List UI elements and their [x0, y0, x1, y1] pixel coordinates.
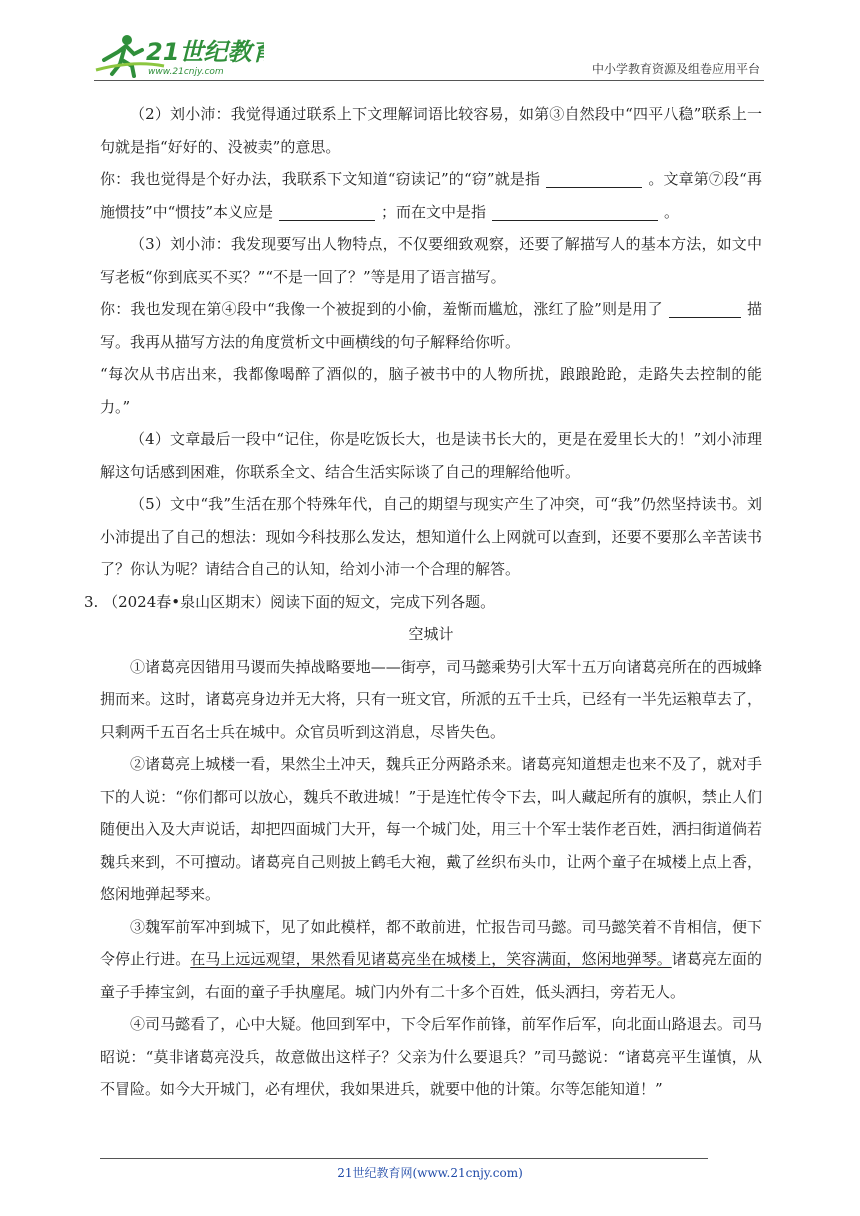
answer-blank-4[interactable] — [669, 299, 741, 318]
p3-text-b: 诸葛亮左面的童子手捧宝剑，右面的童子手执麈尾。城门内外有二十多个百姓，低头洒扫，旁若无人。 — [100, 950, 762, 1001]
footer-divider — [100, 1158, 708, 1159]
site-logo — [94, 30, 264, 80]
logo-url: www.21cnjy.com — [148, 67, 224, 77]
story-paragraph-4: ④司马懿看了，心中大疑。他回到军中，下令后军作前锋，前军作后军，向北面山路退去。司马昭说：“莫非诸葛亮没兵，故意做出这样子？父亲为什么要退兵？”司马懿说：“诸葛亮平生谨慎，从不冒险。如今大开城门，必有埋伏，我如果进兵，就要中他的计策。尔等怎能知道！” — [100, 1015, 762, 1098]
story-paragraph-1: ①诸葛亮因错用马谡而失掉战略要地——街亭，司马懿乘势引大军十五万向诸葛亮所在的西城蜂拥而来。这时，诸葛亮身边并无大将，只有一班文官，所派的五千士兵，已经有一半先运粮草去了，只剩两千五百名士兵在城中。众官员听到这消息，尽皆失色。 — [100, 657, 762, 741]
question-source: （2024春•泉山区期末）阅读下面的短文，完成下列各题。 — [103, 592, 496, 611]
question-3-header — [84, 586, 762, 619]
document-body — [84, 98, 762, 1106]
quoted-sentence: “每次从书店出来，我都像喝醉了酒似的，脑子被书中的人物所扰，踉踉跄跄，走路失去控制的能力。” — [100, 365, 762, 416]
q2-text-c: ；而在文中是指 — [381, 202, 487, 221]
answer-blank-3[interactable] — [492, 202, 658, 221]
q2-text-a: 你：我也觉得是个好办法，我联系下文知道“窃读记”的“窃”就是指 — [100, 170, 541, 188]
story-paragraph-3 — [100, 911, 762, 1009]
q2-text-d: 。 — [664, 202, 680, 221]
footer-link[interactable]: 21世纪教育网(www.21cnjy.com) — [337, 1166, 523, 1180]
question-4: （4）文章最后一段中“记住，你是吃饭长大，也是读书长大的，更是在爱里长大的！”刘小沛理解这句话感到困难，你联系全文、结合生活实际谈了自己的理解给他听。 — [100, 430, 762, 481]
q3-text-a: 你：我也发现在第④段中“我像一个被捉到的小偷，羞惭而尴尬，涨红了脸”则是用了 — [100, 300, 663, 318]
platform-name: 中小学教育资源及组卷应用平台 — [591, 62, 760, 76]
runner-logo-icon — [94, 30, 264, 80]
question-3-prompt: （3）刘小沛：我发现要写出人物特点，不仅要细致观察，还要了解描写人的基本方法，如文中写老板“你到底买不买？”“不是一回了？”等是用了语言描写。 — [100, 235, 762, 286]
logo-text: 21世纪教育 — [146, 38, 264, 66]
question-2-prompt: （2）刘小沛：我觉得通过联系上下文理解词语比较容易，如第③自然段中“四平八稳”联系上一句就是指“好好的、没被卖”的意思。 — [100, 105, 762, 156]
story-paragraph-2: ②诸葛亮上城楼一看，果然尘土冲天，魏兵正分两路杀来。诸葛亮知道想走也来不及了，就对手下的人说：“你们都可以放心，魏兵不敢进城！”于是连忙传令下去，叫人藏起所有的旗帜，禁止人们随便出入及大声说话，却把四面城门大开，每一个城门处，用三十个军士装作老百姓，洒扫街道倘若魏兵来到，不可擅动。诸葛亮自己则披上鹤毛大袍，戴了丝织布头巾，让两个童子在城楼上点上香，悠闲地弹起琴来。 — [100, 755, 762, 903]
page-header — [0, 0, 860, 90]
q3-text-b: 描写。我再从描写方法的角度赏析文中画横线的句子解释给你听。 — [100, 300, 762, 351]
answer-blank-2[interactable] — [279, 202, 375, 221]
story-title: 空城计 — [408, 625, 454, 643]
question-5: （5）文中“我”生活在那个特殊年代，自己的期望与现实产生了冲突，可“我”仍然坚持读书。刘小沛提出了自己的想法：现如今科技那么发达，想知道什么上网就可以查到，还要不要那么辛苦读书了？你认为呢？请结合自己的认知，给刘小沛一个合理的解答。 — [100, 495, 762, 578]
question-2-answer — [100, 163, 762, 228]
question-3-answer — [100, 293, 762, 358]
question-number: 3. — [84, 592, 99, 611]
answer-blank-1[interactable] — [546, 169, 642, 188]
underlined-sentence: 在马上远远观望，果然看见诸葛亮坐在城楼上，笑容满面，悠闲地弹琴。 — [190, 950, 672, 968]
header-divider — [94, 80, 764, 81]
q2-text-b: 。文章第⑦段“再施惯技”中“惯技”本义应是 — [100, 170, 762, 221]
p3-text-a: ③魏军前军冲到城下，见了如此模样，都不敢前进，忙报告司马懿。司马懿笑着不肯相信，便下令停止行进。 — [100, 917, 762, 968]
